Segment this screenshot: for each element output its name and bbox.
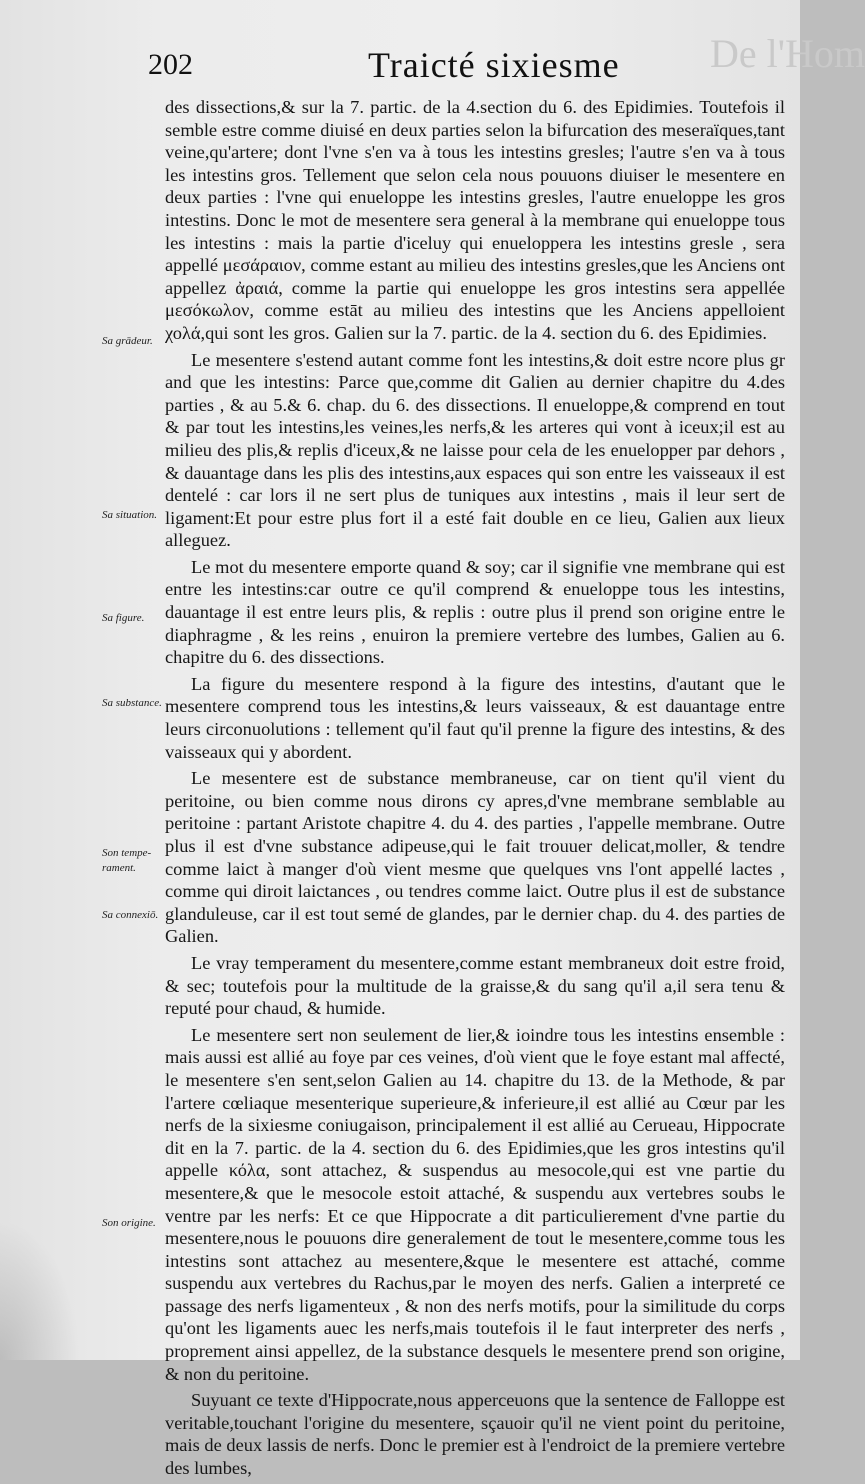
paragraph-figure: La figure du mesentere respond à la figure des intestins, d'autant que le mesentere comprend tous les intestins,& leurs vaisseaux, & est dauantage entre leurs circonuolutions : tellement qu'il faut qu'il prenne la figure des intestins, & des vaisseaux qui y abordent. (165, 673, 785, 762)
bleed-through-text: De l'Hom (710, 31, 865, 76)
paragraph-origine: Suyuant ce texte d'Hippocrate,nous apperceuons que la sentence de Falloppe est veritable,touchant l'origine du mesentere, sçauoir qu'il ne vient point du peritoine, mais de deux lassis de nerfs. Donc le premier est à l'endroict de la premiere vertebre des lumbes, (165, 1390, 785, 1479)
margin-note-temperament: Son tempe-rament. (102, 847, 152, 874)
paragraph-temperament: Le vray temperament du mesentere,comme estant membraneux doit estre froid, & sec; toutefois pour la multitude de la graisse,& du sang qu'il a,il sera tenu & reputé pour chaud, & humide. (165, 952, 785, 1019)
paragraph-substance: Le mesentere est de substance membraneuse, car on tient qu'il vient du peritoine, ou bien comme nous dirons cy apres,d'vne membrane semblable au peritoine : partant Aristote chapitre 4. du 4. des parties , l'appelle membrane. Outre plus il est d'vne substance adipeuse,qui le fait trouuer delicat,moller, & tendre comme laict à manger d'où vient mesme que quelques vns l'ont appellé lactes , comme qui diroit laictances , ou tendres comme laict. Outre plus il est de substance glanduleuse, car il est tout semé de glandes, par le dernier chap. du 4. des parties de Galien. (165, 768, 785, 947)
page-header (148, 44, 782, 94)
page-corner-shadow (0, 1220, 80, 1360)
paragraph-connexion: Le mesentere sert non seulement de lier,& ioindre tous les intestins ensemble : mais aussi est allié au foye par ces veines, d'où vient que le foye estant mal affecté, le mesentere s'en sent,selon Galien au 14. chapitre du 13. de la Methode, & par l'artere cœliaque mesenterique superieure,& inferieure,il est allié au Cœur par les nerfs de la sixiesme coniugaison, principalement il est allié au Cerueau, Hippocrate dit en la 7. partic. de la 4. section du 6. des Epidimies,que les gros intestins qu'il appelle κόλα, sont attachez, & suspendus au mesocole,qui est vne partie du mesentere,& que le mesocole estoit attaché, & suspendu aux vertebres soubs le ventre par les nerfs: Et ce que Hippocrate a dit particulierement d'vne partie du mesentere,nous le pouuons dire generalement de tout le mesentere,comme tous les intestins sont attachez au mesentere,&que le mesentere est attaché, comme suspendu aux vertebres du Rachus,par le moyen des nerfs. Galien a interpreté ce passage des nerfs ligamenteux , & non des nerfs motifs, pour la similitude du corps qu'ont les ligaments auec les nerfs,mais toutefois il le faut interpreter des nerfs , proprement ainsi appellez, de la substance desquels le mesentere prend son origine, & non du peritoine. (165, 1024, 785, 1384)
margin-note-grandeur: Sa grādeur. (102, 335, 153, 347)
page-number: 202 (148, 48, 193, 81)
margin-note-origine: Son origine. (102, 1217, 156, 1229)
margin-note-substance: Sa substance. (102, 697, 162, 709)
paragraph-grandeur: Le mesentere s'estend autant comme font les intestins,& doit estre ncore plus gr and que les intestins: Parce que,comme dit Galien au dernier chapitre du 4.des parties , & au 5.& 6. chap. du 6. des dissections. Il enueloppe,& comprend en tout & par tout les intestins,les veines,les nerfs,& les arteres qui vont à iceux;il est au milieu des plis,& replis d'iceux,& ne laisse pour cela de les enuelopper par dehors , & dauantage dans les plis des intestins,aux espaces qui son entre les vaisseaux il est dentelé : car lors il ne sert plus de tuniques aux intestins , mais il leur sert de ligament:Et pour estre plus fort il a esté fait double en ce lieu, Galien aux lieux alleguez. (165, 349, 785, 551)
paragraph-situation: Le mot du mesentere emporte quand & soy; car il signifie vne membrane qui est entre les intestins:car outre ce qu'il comprend & enueloppe tous les intestins, dauantage il est entre leurs plis, & replis : outre plus il prend son origine entre le diaphragme , & les reins , enuiron la premiere vertebre des lumbes, Galien au 6. chapitre du 6. des dissections. (165, 556, 785, 668)
margin-note-figure: Sa figure. (102, 612, 145, 624)
running-title: Traicté sixiesme (368, 45, 620, 85)
margin-note-situation: Sa situation. (102, 509, 158, 521)
text-body (165, 96, 785, 1484)
paragraph-division: des dissections,& sur la 7. partic. de la 4.section du 6. des Epidimies. Toutefois il semble estre comme diuisé en deux parties selon la bifurcation des meseraïques,tant veine,qu'artere; dont l'vne s'en va à tous les intestins gresles; l'autre s'en va à tous les intestins gros. Tellement que selon cela nous pouuons diuiser le mesentere en deux parties : l'vne qui enueloppe les intestins gresles, l'autre enueloppe les gros intestins. Donc le mot de mesentere sera general à la membrane qui enueloppe tous les intestins : mais la partie d'iceluy qui enueloppera les intestins gresle , sera appellé μεσάραιον, comme estant au milieu des intestins gresles,que les Anciens ont appellez ἀραιά, comme la partie qui enueloppe les gros intestins sera appellée μεσόκωλον, comme estāt au milieu des intestins que les Anciens appelloient χολά,qui sont les gros. Galien sur la 7. partic. de la 4. section du 6. des Epidimies. (165, 97, 785, 343)
margin-note-connexion: Sa connexiō. (102, 909, 159, 921)
